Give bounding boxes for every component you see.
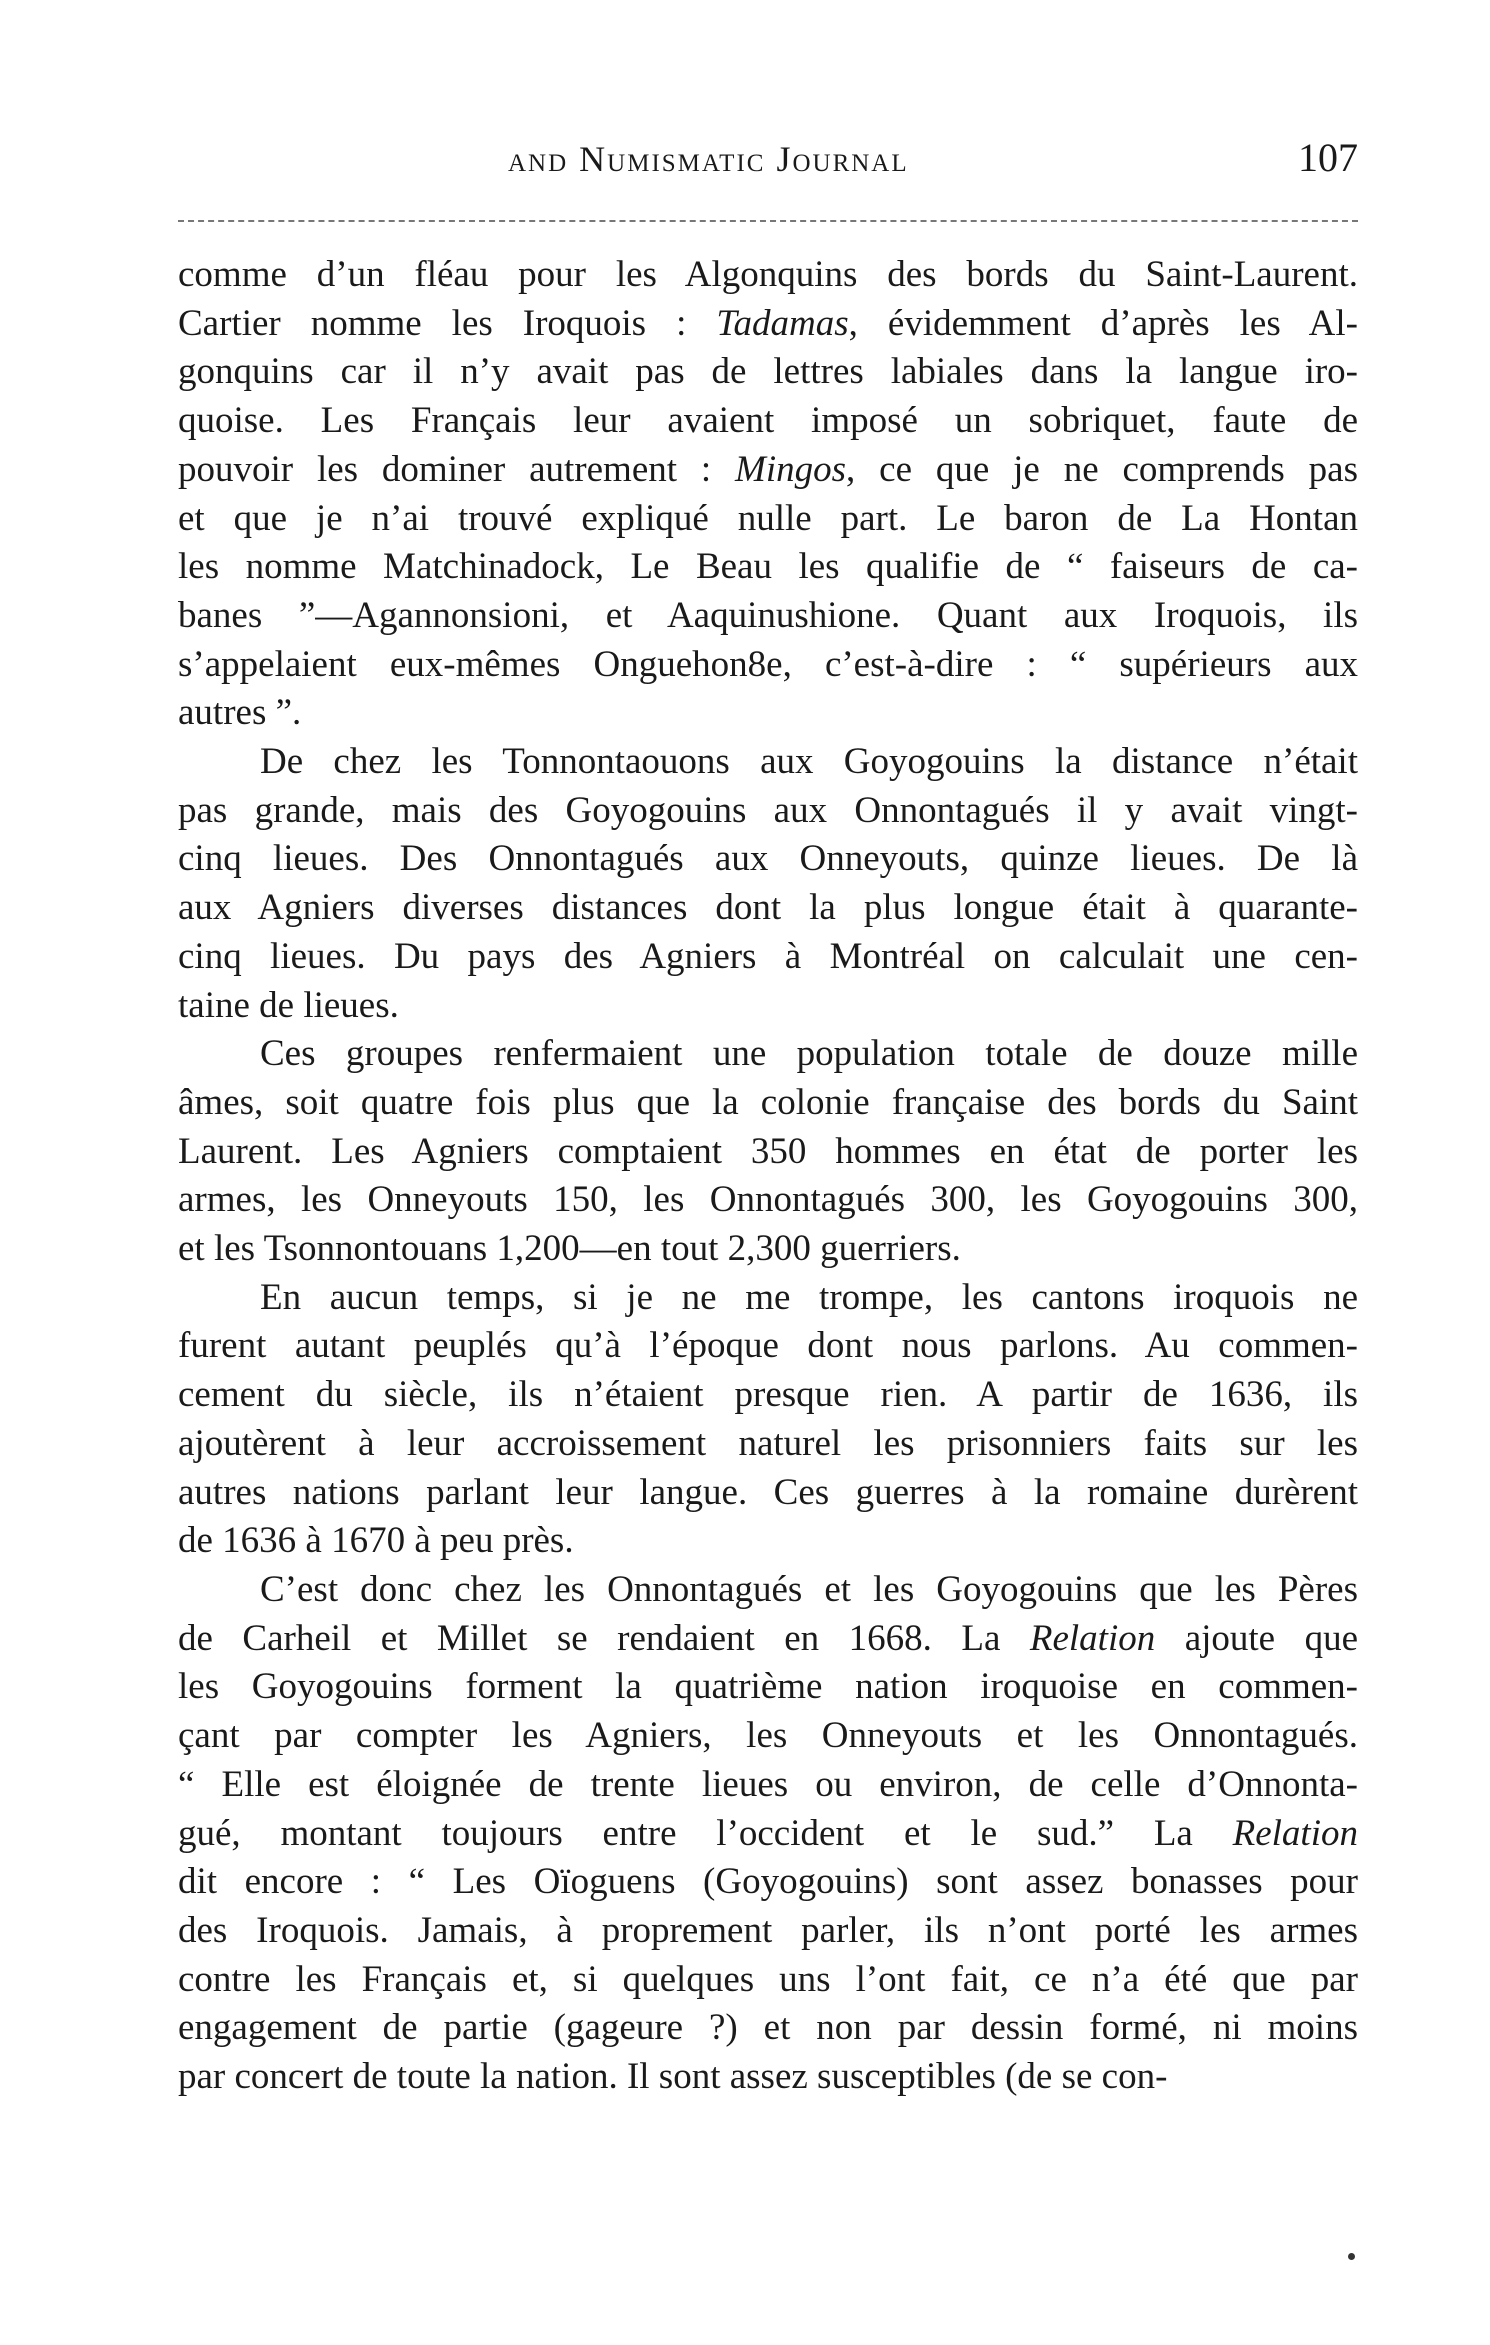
text-line: dit encore : “ Les Oïoguens (Goyogouins) sont assez bonasses pour xyxy=(178,1861,1358,1903)
text-line: cement du siècle, ils n’étaient presque rien. A partir de 1636, ils xyxy=(178,1374,1358,1416)
text-line: En aucun temps, si je ne me trompe, les cantons iroquois ne xyxy=(260,1276,1358,1318)
text-line: quoise. Les Français leur avaient imposé un sobriquet, faute de xyxy=(178,400,1358,442)
text-line: gonquins car il n’y avait pas de lettres labiales dans la langue iro- xyxy=(178,351,1358,393)
text-line: çant par compter les Agniers, les Onneyouts et les Onnontagués. xyxy=(178,1715,1358,1757)
text-line: les nomme Matchinadock, Le Beau les qualifie de “ faiseurs de ca- xyxy=(178,546,1358,588)
text-line: âmes, soit quatre fois plus que la colonie française des bords du Saint xyxy=(178,1081,1358,1123)
text-line: les Goyogouins forment la quatrième nation iroquoise en commen- xyxy=(178,1666,1358,1708)
text-line: Ces groupes renfermaient une population totale de douze mille xyxy=(260,1033,1358,1075)
header-rule xyxy=(178,220,1358,222)
running-title: and Numismatic Journal xyxy=(508,139,909,179)
text-line: De chez les Tonnontaouons aux Goyogouins la distance n’était xyxy=(260,741,1358,783)
text-line: de 1636 à 1670 à peu près. xyxy=(178,1520,574,1562)
running-head xyxy=(178,128,1358,188)
text-line: des Iroquois. Jamais, à proprement parler, ils n’ont porté les armes xyxy=(178,1909,1358,1951)
text-line: taine de lieues. xyxy=(178,984,399,1026)
paragraph xyxy=(178,251,1358,738)
text-line: autres nations parlant leur langue. Ces guerres à la romaine durèrent xyxy=(178,1471,1358,1513)
body-text xyxy=(178,251,1358,2102)
paragraph xyxy=(178,1274,1358,1566)
text-line: s’appelaient eux-mêmes Onguehon8e, c’est-à-dire : “ supérieurs aux xyxy=(178,643,1358,685)
text-line: banes ”—Agannonsioni, et Aaquinushione. Quant aux Iroquois, ils xyxy=(178,594,1358,636)
text-line: et que je n’ai trouvé expliqué nulle part. Le baron de La Hontan xyxy=(178,497,1358,539)
text-line: Laurent. Les Agniers comptaient 350 hommes en état de porter les xyxy=(178,1130,1358,1172)
text-line: gué, montant toujours entre l’occident et le sud.” La Relation xyxy=(178,1812,1358,1854)
text-line: armes, les Onneyouts 150, les Onnontagués 300, les Goyogouins 300, xyxy=(178,1179,1358,1221)
text-line: C’est donc chez les Onnontagués et les Goyogouins que les Pères xyxy=(260,1568,1358,1610)
text-line: engagement de partie (gageure ?) et non par dessin formé, ni moins xyxy=(178,2007,1358,2049)
paragraph xyxy=(178,738,1358,1030)
text-line: autres ”. xyxy=(178,692,302,734)
text-line: contre les Français et, si quelques uns l’ont fait, ce n’a été que par xyxy=(178,1958,1358,2000)
ink-speck xyxy=(1348,2253,1355,2260)
text-line: de Carheil et Millet se rendaient en 1668. La Relation ajoute que xyxy=(178,1617,1358,1659)
paragraph xyxy=(178,1566,1358,2102)
text-line: comme d’un fléau pour les Algonquins des bords du Saint-Laurent. xyxy=(178,254,1358,295)
paragraph xyxy=(178,1030,1358,1274)
text-line: “ Elle est éloignée de trente lieues ou environ, de celle d’Onnonta- xyxy=(178,1763,1358,1805)
text-line: ajoutèrent à leur accroissement naturel les prisonniers faits sur les xyxy=(178,1422,1358,1464)
text-line: pouvoir les dominer autrement : Mingos, ce que je ne comprends pas xyxy=(178,448,1359,490)
page-number: 107 xyxy=(1298,135,1358,180)
text-line: aux Agniers diverses distances dont la plus longue était à quarante- xyxy=(178,887,1358,929)
text-line: cinq lieues. Du pays des Agniers à Montréal on calculait une cen- xyxy=(178,935,1358,977)
text-line: furent autant peuplés qu’à l’époque dont nous parlons. Au commen- xyxy=(178,1325,1358,1367)
text-line: pas grande, mais des Goyogouins aux Onnontagués il y avait vingt- xyxy=(178,789,1358,831)
text-line: par concert de toute la nation. Il sont assez susceptibles (de se con- xyxy=(178,2056,1168,2098)
text-line: et les Tsonnontouans 1,200—en tout 2,300 guerriers. xyxy=(178,1228,961,1270)
text-line: cinq lieues. Des Onnontagués aux Onneyouts, quinze lieues. De là xyxy=(178,838,1358,880)
text-line: Cartier nomme les Iroquois : Tadamas, évidemment d’après les Al- xyxy=(178,302,1358,344)
